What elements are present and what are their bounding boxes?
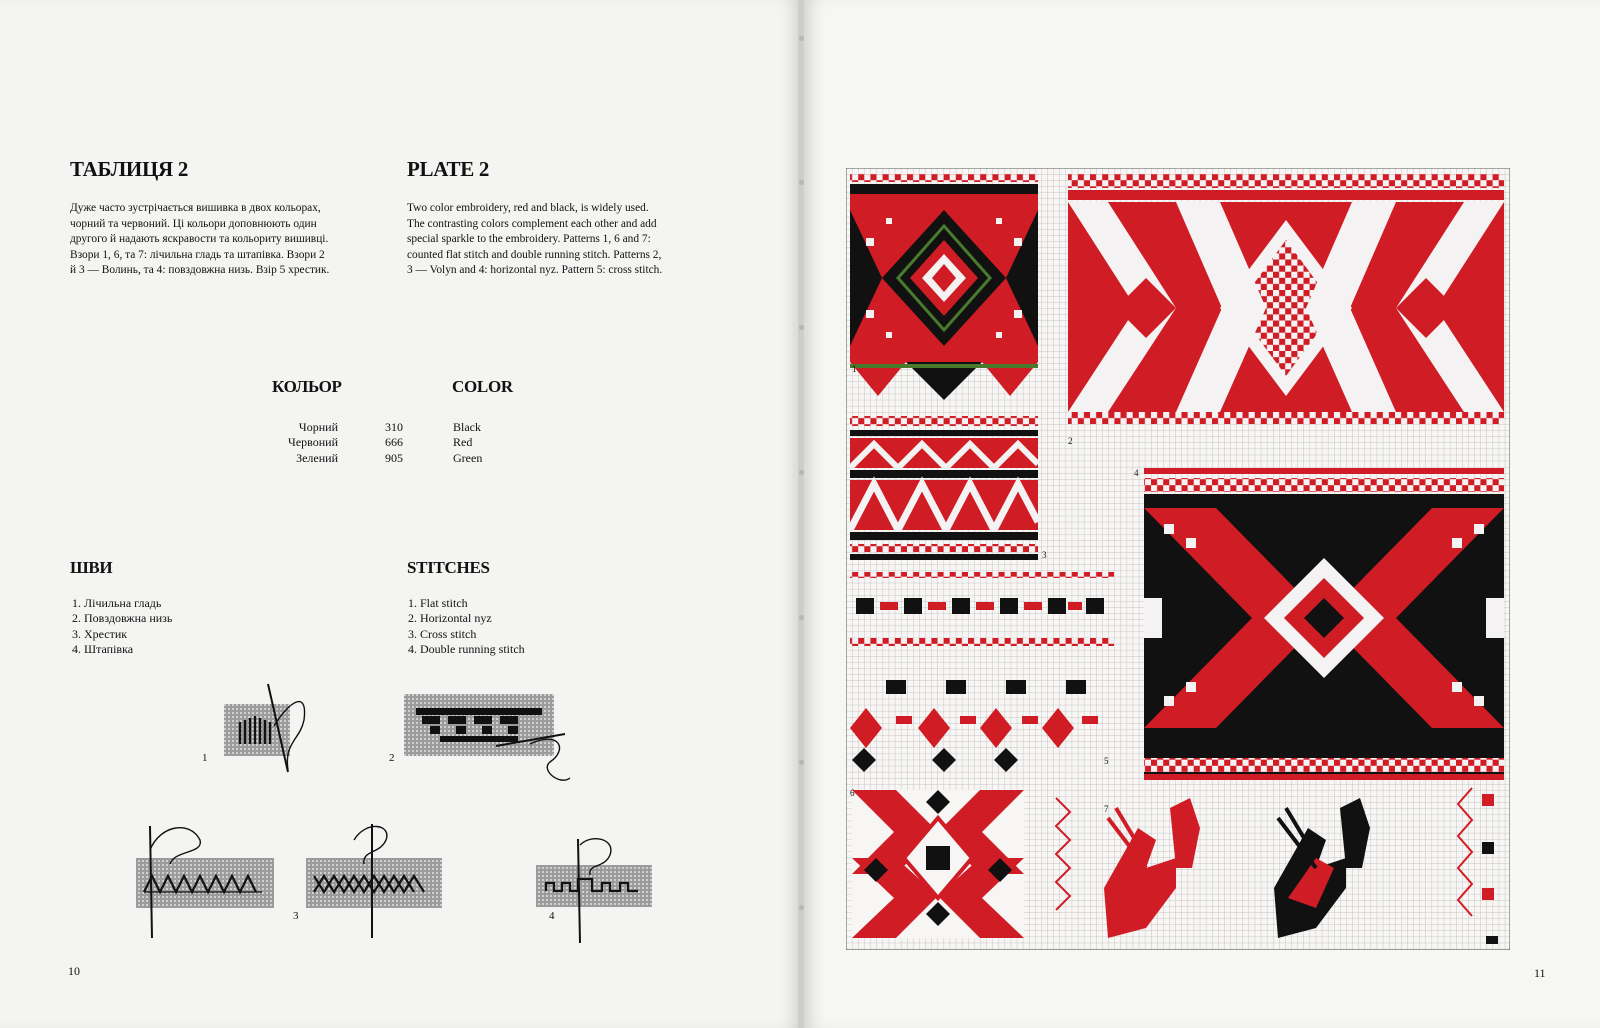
page-number-left: 10 (68, 964, 80, 978)
list-item: 3. Cross stitch (408, 626, 477, 641)
list-item: 1. Flat stitch (408, 596, 468, 610)
diagram-number: 4 (549, 910, 555, 922)
intro-uk-line: другого й надають яскравости та кольориту вишивці. (70, 233, 329, 246)
stitches-list-en (408, 596, 525, 658)
color-name-en: Red (453, 435, 473, 450)
stitches-list-uk (72, 596, 172, 658)
pattern-number-label: 4 (1134, 468, 1139, 478)
stitches-heading-en: STITCHES (407, 558, 490, 577)
intro-en-line: special sparkle to the embroidery. Patterns 1, 6 and 7: (407, 233, 651, 246)
pattern-number-label: 6 (850, 788, 855, 798)
intro-en-line: The contrasting colors complement each other and add (407, 217, 657, 230)
list-item: 2. Horizontal nyz (408, 611, 492, 626)
color-name-uk: Зелений (296, 450, 338, 465)
intro-uk-line: й 3 — Волинь, та 4: повздовжна низь. Взір 5 хрестик. (70, 264, 330, 277)
intro-uk (70, 201, 388, 279)
title-uk: ТАБЛИЦЯ 2 (70, 157, 189, 181)
embroidery-pattern-chart (846, 168, 1510, 950)
stitches-heading-uk: ШВИ (70, 558, 113, 577)
color-name-uk: Чорний (298, 420, 338, 434)
color-code: 905 (385, 450, 403, 465)
color-name-en: Green (453, 450, 483, 465)
pattern-number-label: 7 (1104, 804, 1109, 814)
list-item: 3. Хрестик (72, 626, 128, 641)
intro-en-line: counted flat stitch and double running stitch. Patterns 2, (407, 248, 662, 261)
color-heading-en: COLOR (452, 377, 513, 396)
intro-uk-line: Дуже часто зустрічається вишивка в двох кольорах, (70, 202, 321, 214)
pattern-1 (850, 174, 1038, 400)
title-en: PLATE 2 (407, 157, 490, 181)
color-heading-uk: КОЛЬОР (272, 377, 342, 396)
color-code: 310 (385, 420, 403, 434)
pattern-2 (1068, 174, 1504, 424)
list-item: 4. Double running stitch (408, 642, 525, 657)
pattern-number-label: 2 (1068, 436, 1073, 446)
intro-uk-line: чорний та червоний. Ці кольори доповнюють один (70, 217, 317, 230)
color-name-en: Black (453, 420, 481, 434)
pattern-number-label: 3 (1042, 550, 1047, 560)
diagram-number: 1 (202, 752, 208, 764)
pattern-number-label: 1 (852, 364, 857, 374)
intro-en-line: Two color embroidery, red and black, is widely used. (407, 202, 649, 214)
list-item: 4. Штапівка (72, 642, 134, 657)
page-number-right: 11 (1534, 966, 1546, 980)
diagram-number: 2 (389, 752, 395, 764)
list-item: 1. Лічильна гладь (72, 596, 162, 610)
cross-stitch-diagram-b (300, 820, 450, 945)
pattern-number-label: 5 (1104, 756, 1109, 766)
horizontal-nyz-diagram (400, 690, 575, 785)
cross-stitch-diagram-a (130, 820, 280, 945)
color-code: 666 (385, 435, 403, 450)
intro-en-line: 3 — Volyn and 4: horizontal nyz. Pattern 5: cross stitch. (407, 264, 663, 277)
list-item: 2. Повздовжна низь (72, 611, 173, 626)
pattern-4 (1144, 468, 1504, 780)
pattern-6 (852, 790, 1024, 938)
color-name-uk: Червоний (288, 435, 338, 450)
flat-stitch-diagram (220, 680, 320, 775)
intro-en (407, 201, 725, 279)
diagram-number: 3 (293, 910, 299, 922)
double-running-stitch-diagram (530, 835, 660, 950)
intro-uk-line: Взори 1, 6, та 7: лічильна гладь та штапівка. Взори 2 (70, 248, 325, 261)
